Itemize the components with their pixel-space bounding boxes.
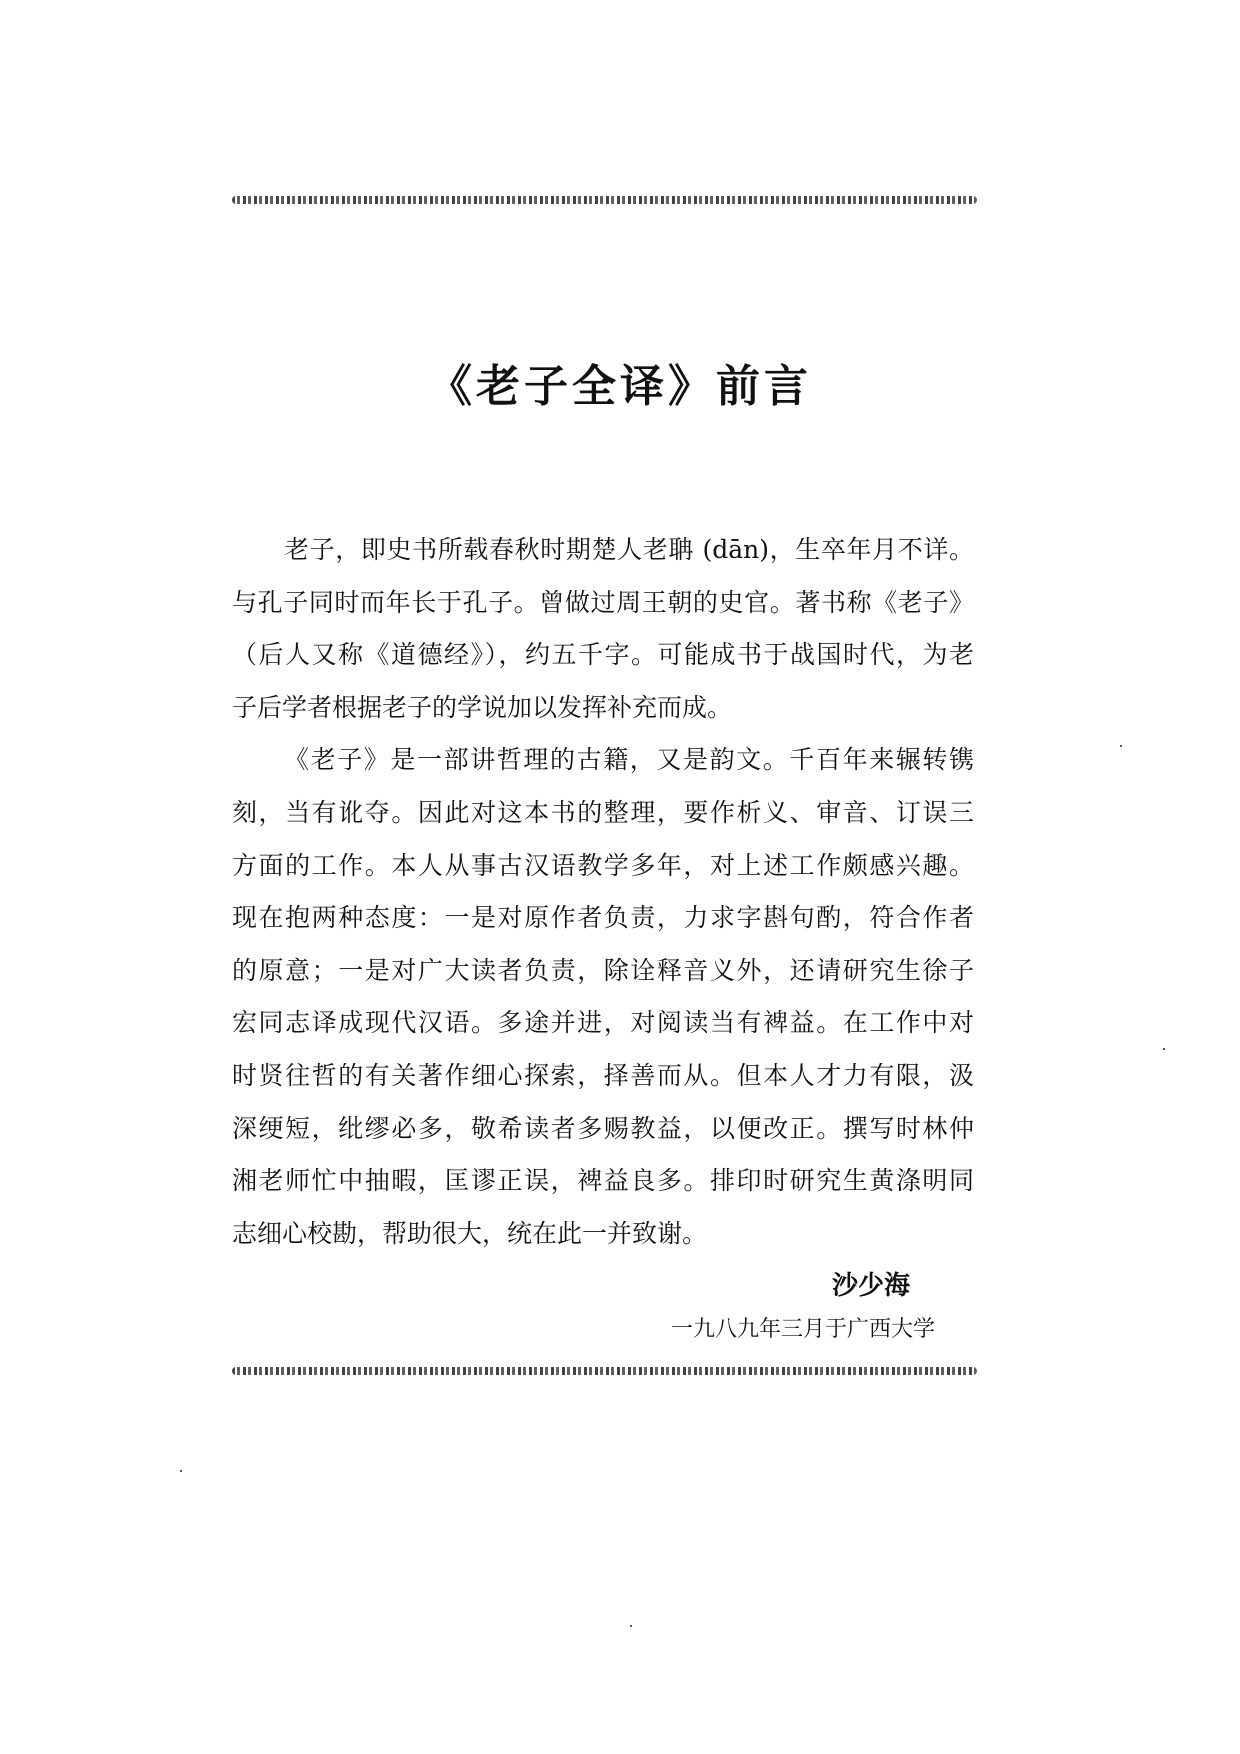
text-line: 时贤往哲的有关著作细心探索，择善而从。但本人才力有限，汲 [232,1060,974,1090]
text-line: 与孔子同时而年长于孔子。曾做过周王朝的史官。著书称《老子》 [232,587,974,617]
text-line: 刻，当有讹夺。因此对这本书的整理，要作析义、审音、订误三 [232,797,974,827]
scan-speck [630,1625,632,1627]
text-line: 宏同志译成现代汉语。多途并进，对阅读当有裨益。在工作中对 [232,1008,974,1038]
top-decorative-border [232,196,977,204]
paragraph-2 [232,740,974,1266]
scan-speck [180,1470,182,1472]
text-line: （后人又称《道德经》），约五千字。可能成书于战国时代，为老 [232,640,974,670]
text-line: 方面的工作。本人从事古汉语教学多年，对上述工作颇感兴趣。 [232,850,974,880]
scan-speck [1120,745,1122,747]
text-line: 现在抱两种态度：一是对原作者负责，力求字斟句酌，符合作者 [232,903,974,933]
scan-speck [1163,1048,1165,1050]
text-line: 《老子》是一部讲哲理的古籍，又是韵文。千百年来辗转镌 [284,745,974,775]
text-line: 子后学者根据老子的学说加以发挥补充而成。 [232,692,733,722]
text-line: 深绠短，纰缪必多，敬希读者多赐教益，以便改正。撰写时林仲 [232,1113,974,1143]
paragraph-1 [232,530,974,740]
text-line: 老子，即史书所载春秋时期楚人老聃 (dān)，生卒年月不详。 [284,535,974,564]
author-signature: 沙少海 [831,1271,910,1301]
text-line: 湘老师忙中抽暇，匡谬正误，裨益良多。排印时研究生黄涤明同 [232,1166,974,1196]
text-line: 的原意；一是对广大读者负责，除诠释音义外，还请研究生徐子 [232,955,974,985]
preface-body [232,530,974,1266]
text-line: 志细心校勘，帮助很大，统在此一并致谢。 [232,1218,708,1248]
signature-date-place: 一九八九年三月于广西大学 [670,1317,935,1342]
page-title: 《老子全译》前言 [428,361,812,412]
bottom-decorative-border [232,1367,977,1375]
